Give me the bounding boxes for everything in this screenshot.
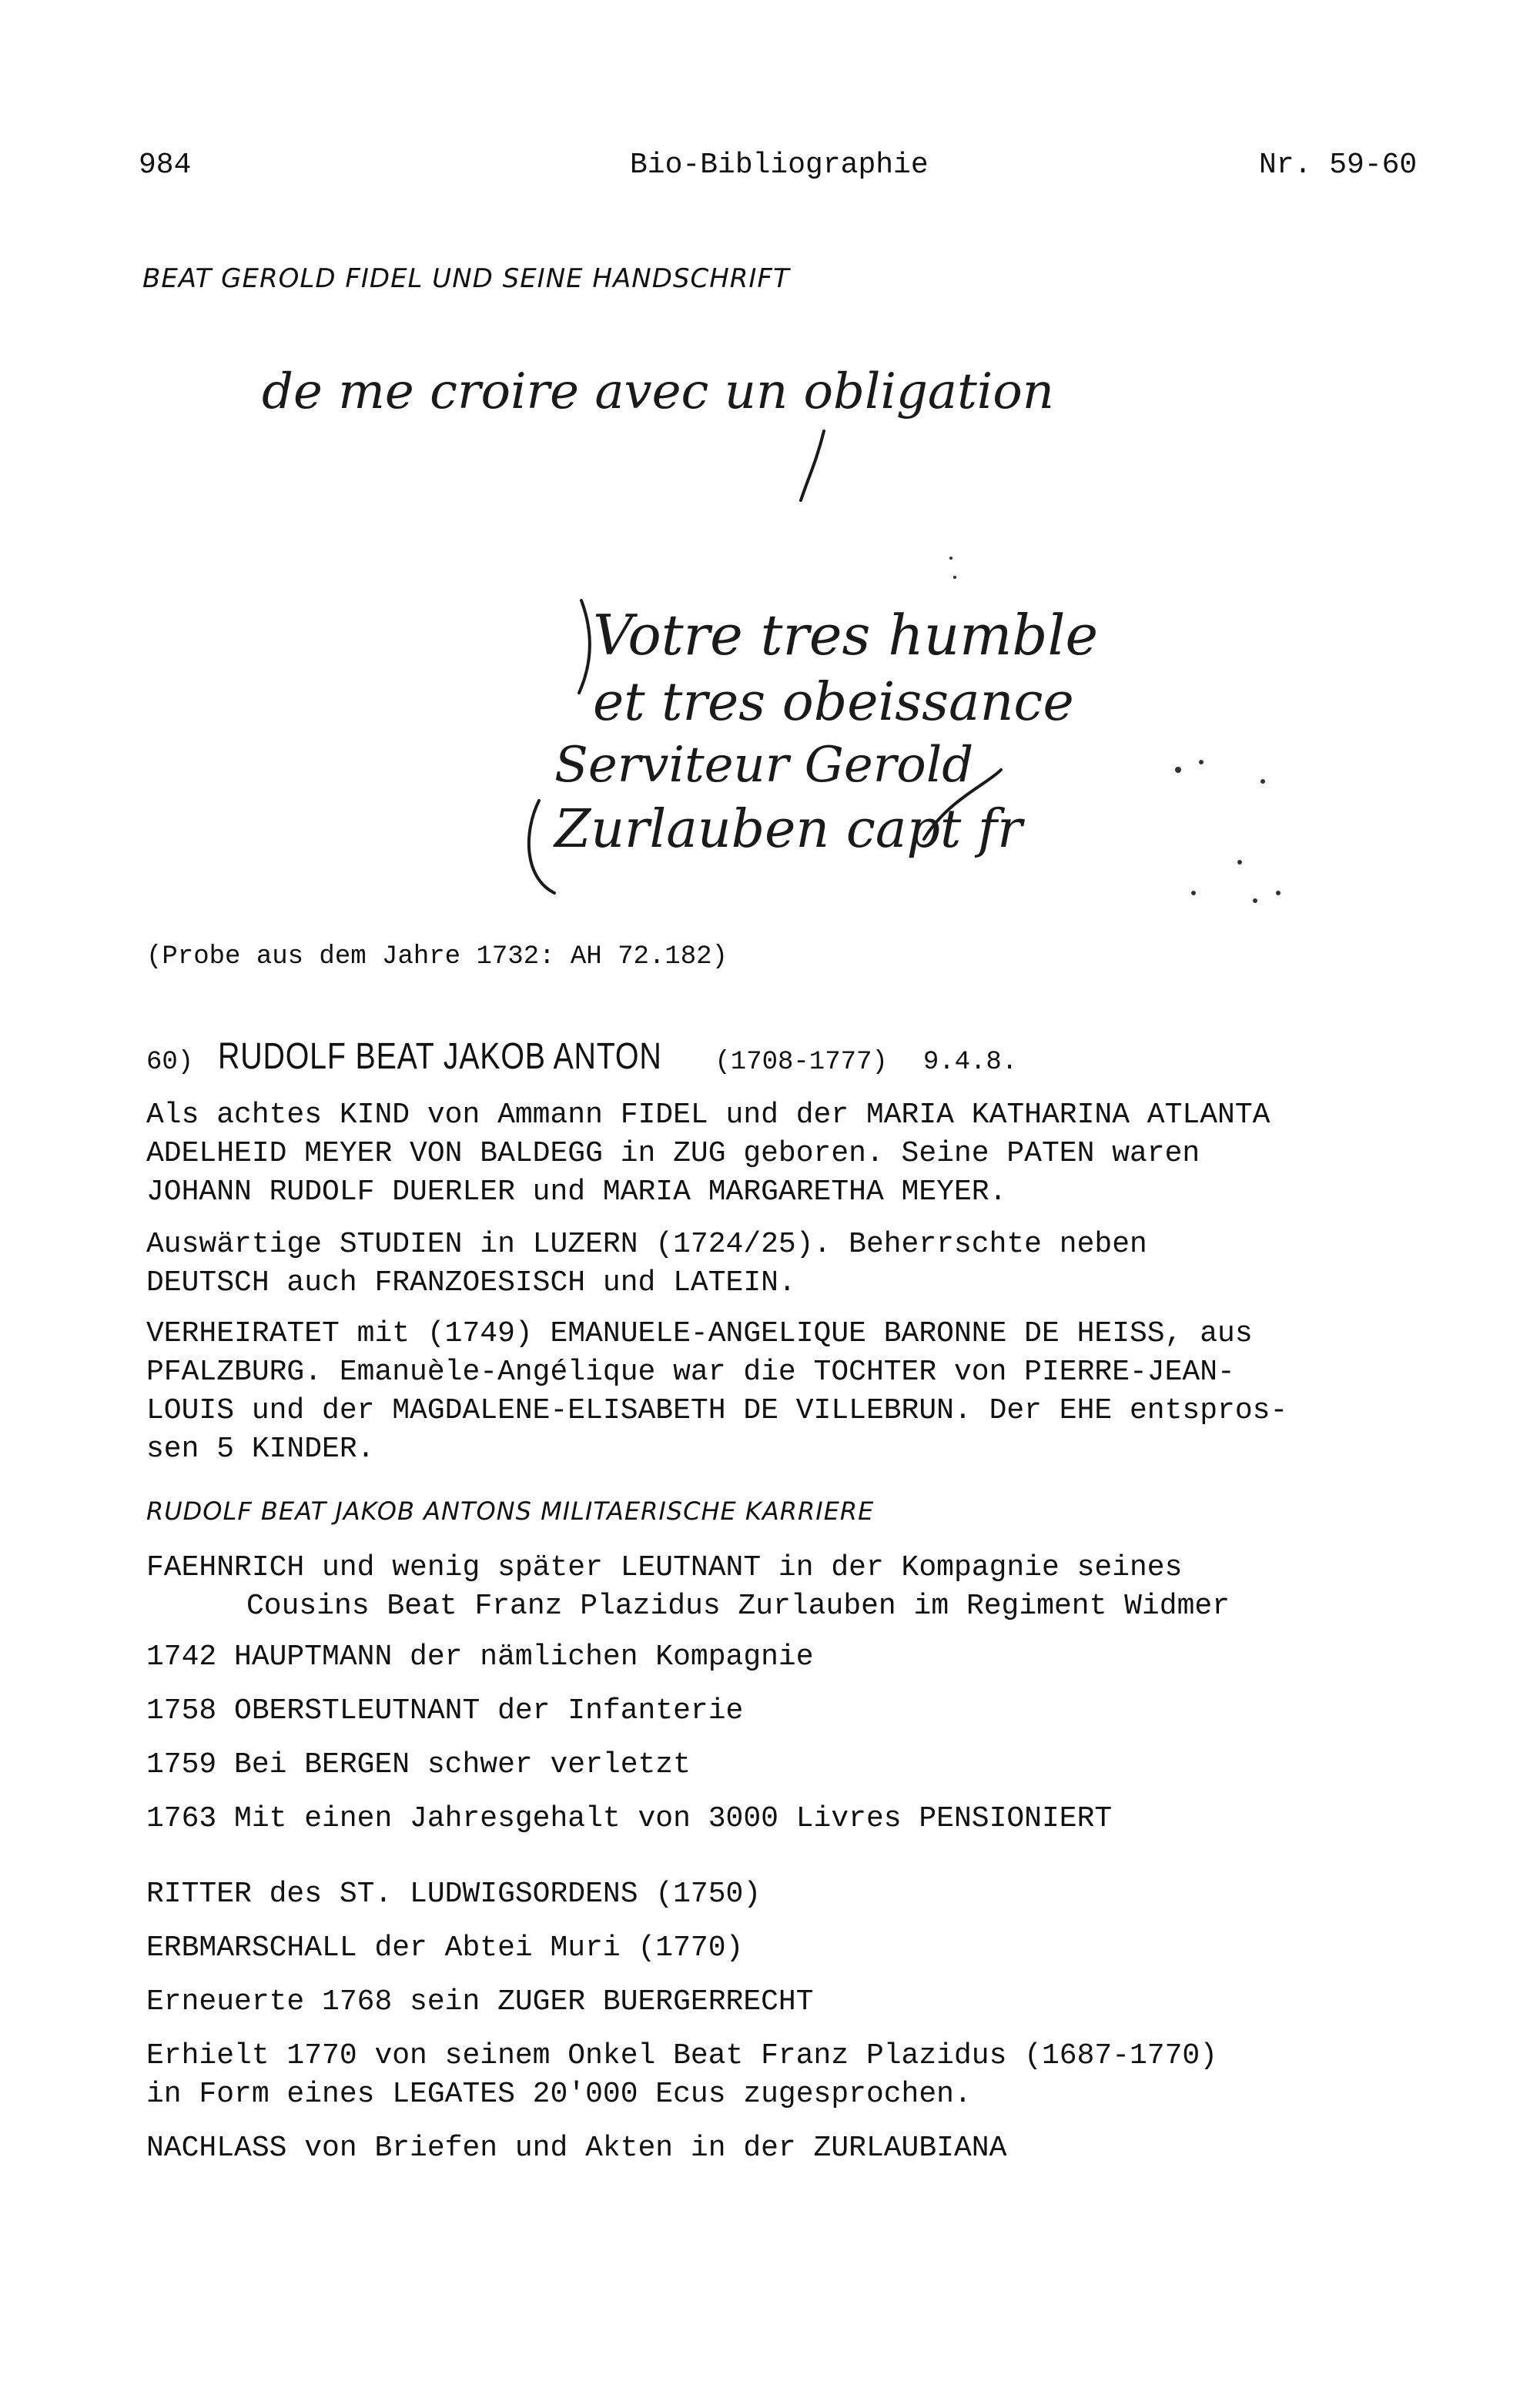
text-line: Cousins Beat Franz Plazidus Zurlauben im Regiment Widmer — [246, 1590, 1230, 1623]
text-line: PFALZBURG. Emanuèle-Angélique war die TOCHTER von PIERRE-JEAN- — [146, 1356, 1235, 1389]
career-item: 1742 HAUPTMANN der nämlichen Kompagnie — [146, 1640, 814, 1674]
text-line: Als achtes KIND von Ammann FIDEL und der MARIA KATHARINA ATLANTA — [146, 1099, 1270, 1132]
handwriting-caption: (Probe aus dem Jahre 1732: AH 72.182) — [146, 942, 728, 972]
legacy-line: Erhielt 1770 von seinem Onkel Beat Franz Plazidus (1687-1770) — [146, 2039, 1218, 2072]
descender-stroke — [801, 431, 824, 500]
entry-number: 60) — [146, 1048, 194, 1077]
handwriting-heading: BEAT GEROLD FIDEL UND SEINE HANDSCHRIFT — [142, 263, 790, 294]
honor-item: ERBMARSCHALL der Abtei Muri (1770) — [146, 1931, 744, 1965]
page-number: 984 — [139, 149, 192, 182]
birth-paragraph — [146, 1096, 1270, 1212]
career-item: 1758 OBERSTLEUTNANT der Infanterie — [146, 1694, 744, 1727]
text-line: sen 5 KINDER. — [146, 1433, 375, 1466]
bracket-stroke — [579, 600, 590, 693]
entry-code: 9.4.8. — [922, 1048, 1018, 1077]
handwriting-line-3: et tres obeissance — [593, 672, 1074, 733]
handwriting-line-5: Zurlauben capt fr — [554, 799, 1023, 860]
text-line: Auswärtige STUDIEN in LUZERN (1724/25). Beherrschte neben — [146, 1228, 1147, 1261]
entry-name: RUDOLF BEAT JAKOB ANTON — [218, 1036, 662, 1077]
text-line: LOUIS und der MAGDALENE-ELISABETH DE VILLEBRUN. Der EHE entspros- — [146, 1394, 1288, 1427]
honors-list — [146, 1875, 1217, 2168]
entry-dates: (1708-1777) — [715, 1048, 888, 1077]
flourish-stroke — [529, 801, 554, 893]
career-heading: RUDOLF BEAT JAKOB ANTONS MILITAERISCHE KARRIERE — [146, 1497, 875, 1526]
entry-heading — [146, 1035, 1017, 1082]
honor-item: RITTER des ST. LUDWIGSORDENS (1750) — [146, 1878, 762, 1911]
text-line: DEUTSCH auch FRANZOESISCH und LATEIN. — [146, 1266, 796, 1299]
text-line: ADELHEID MEYER VON BALDEGG in ZUG geboren. Seine PATEN waren — [146, 1137, 1200, 1170]
handwriting-line-4: Serviteur Gerold — [554, 737, 974, 794]
text-line: VERHEIRATET mit (1749) EMANUELE-ANGELIQUE BARONNE DE HEISS, aus — [146, 1317, 1253, 1350]
entry-range: Nr. 59-60 — [1259, 149, 1418, 182]
career-item: 1763 Mit einen Jahresgehalt von 3000 Livres PENSIONIERT — [146, 1802, 1113, 1835]
text-line: FAEHNRICH und wenig später LEUTNANT in der Kompagnie seines — [146, 1551, 1183, 1584]
handwriting-line-2: Votre tres humble — [593, 603, 1099, 667]
handwriting-sample-image — [231, 308, 1386, 924]
studies-paragraph — [146, 1226, 1147, 1303]
running-title: Bio-Bibliographie — [630, 149, 929, 182]
honor-item: Erneuerte 1768 sein ZUGER BUERGERRECHT — [146, 1985, 814, 2018]
career-item: 1759 Bei BERGEN schwer verletzt — [146, 1748, 691, 1781]
handwriting-line-1: de me croire avec un obligation — [262, 363, 1054, 420]
marriage-paragraph — [146, 1315, 1287, 1469]
text-line: JOHANN RUDOLF DUERLER und MARIA MARGARETHA MEYER. — [146, 1176, 1007, 1209]
legacy-line: in Form eines LEGATES 20'000 Ecus zugesprochen. — [146, 2078, 972, 2111]
nachlass-line: NACHLASS von Briefen und Akten in der ZURLAUBIANA — [146, 2132, 1007, 2165]
career-first-entry — [146, 1549, 1230, 1626]
career-list — [146, 1638, 1112, 1838]
